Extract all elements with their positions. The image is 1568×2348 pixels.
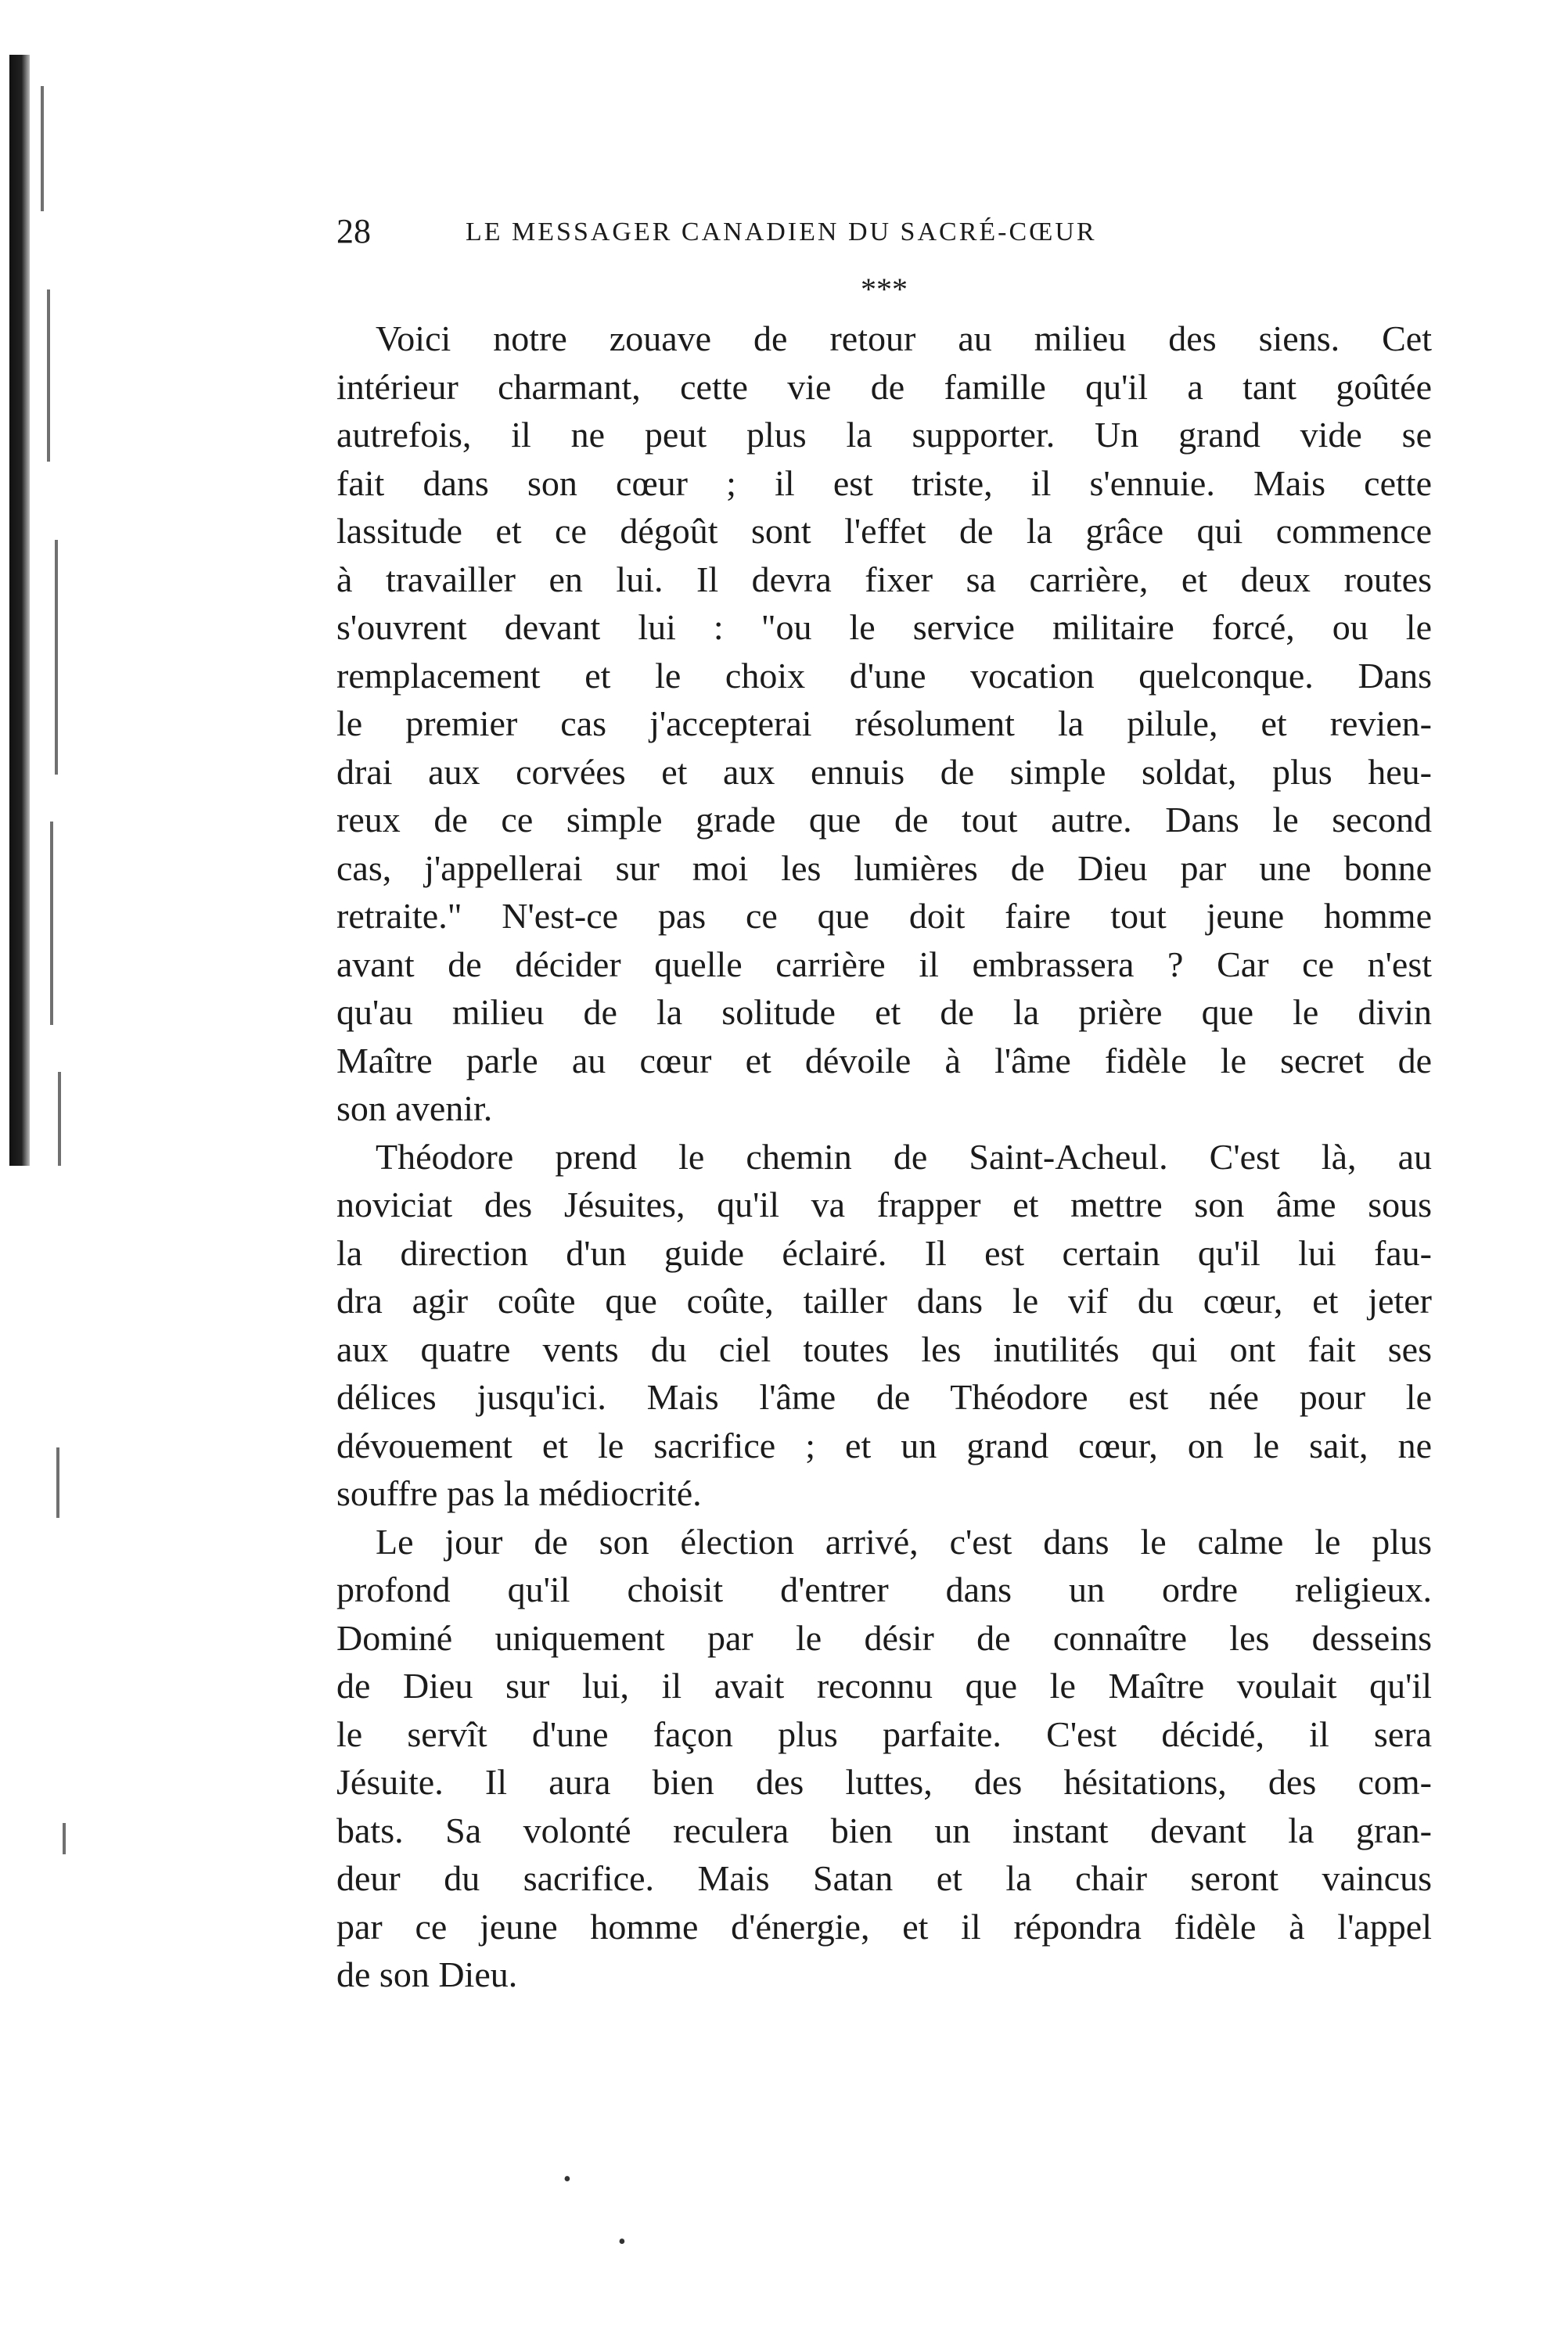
text-line: remplacement et le choix d'une vocation quelconque. Dans [336, 655, 1432, 696]
text-line: s'ouvrent devant lui : "ou le service militaire forcé, ou le [336, 607, 1432, 647]
paragraph [336, 315, 1432, 1133]
body-text [336, 315, 1432, 1999]
text-line: de Dieu sur lui, il avait reconnu que le Maître voulait qu'il [336, 1666, 1432, 1706]
text-line: Voici notre zouave de retour au milieu des siens. Cet [376, 318, 1432, 358]
text-line: deur du sacrifice. Mais Satan et la chair seront vaincus [336, 1858, 1432, 1898]
text-line: qu'au milieu de la solitude et de la prière que le divin [336, 992, 1432, 1032]
text-line: de son Dieu. [336, 1954, 518, 1994]
text-line: reux de ce simple grade que de tout autre. Dans le second [336, 800, 1432, 840]
text-line: son avenir. [336, 1088, 493, 1128]
text-line: souffre pas la médiocrité. [336, 1473, 702, 1513]
text-line: profond qu'il choisit d'entrer dans un ordre religieux. [336, 1570, 1432, 1609]
scan-binding-edge [0, 55, 117, 2026]
text-line: la direction d'un guide éclairé. Il est certain qu'il lui fau- [336, 1232, 1432, 1273]
text-line: le premier cas j'accepterai résolument la pilule, et revien- [336, 703, 1432, 743]
running-header [336, 211, 1432, 266]
text-line: autrefois, il ne peut plus la supporter. Un grand vide se [336, 415, 1432, 455]
text-line: par ce jeune homme d'énergie, et il répondra fidèle à l'appel [336, 1906, 1432, 1947]
text-line: le servît d'une façon plus parfaite. C'est décidé, il sera [336, 1713, 1432, 1754]
paragraph [336, 1133, 1432, 1518]
text-line: avant de décider quelle carrière il embrassera ? Car ce n'est [336, 944, 1432, 984]
text-line: Dominé uniquement par le désir de connaître les desseins [336, 1617, 1432, 1658]
scan-speck [47, 289, 50, 462]
book-page [336, 211, 1432, 1999]
page-number: 28 [336, 212, 371, 250]
text-line: bats. Sa volonté reculera bien un instant devant la gran- [336, 1810, 1432, 1850]
text-line: intérieur charmant, cette vie de famille qu'il a tant goûtée [336, 366, 1432, 407]
scan-speck [58, 1072, 61, 1166]
text-line: cas, j'appellerai sur moi les lumières de Dieu par une bonne [336, 847, 1432, 888]
scan-speck [41, 86, 44, 211]
text-line: Maître parle au cœur et dévoile à l'âme fidèle le secret de [336, 1040, 1432, 1081]
text-line: retraite." N'est-ce pas ce que doit faire tout jeune homme [336, 896, 1432, 936]
text-line: délices jusqu'ici. Mais l'âme de Théodore est née pour le [336, 1377, 1432, 1417]
scan-speck [50, 822, 53, 1025]
text-line: aux quatre vents du ciel toutes les inutilités qui ont fait ses [336, 1329, 1432, 1369]
running-title: LE MESSAGER CANADIEN DU SACRÉ-CŒUR [466, 218, 1097, 246]
scan-speck [55, 540, 58, 775]
paragraph [336, 1518, 1432, 1999]
scan-dot: • [618, 2230, 626, 2254]
scan-dot: • [563, 2167, 571, 2192]
binding-shadow [9, 55, 30, 1166]
text-line: à travailler en lui. Il devra fixer sa carrière, et deux routes [336, 559, 1432, 599]
text-line: noviciat des Jésuites, qu'il va frapper et mettre son âme sous [336, 1185, 1432, 1224]
scan-speck [63, 1823, 66, 1854]
text-line: Le jour de son élection arrivé, c'est dans le calme le plus [376, 1521, 1432, 1562]
scan-speck [56, 1447, 59, 1518]
text-line: Théodore prend le chemin de Saint-Acheul. C'est là, au [376, 1136, 1432, 1177]
text-line: drai aux corvées et aux ennuis de simple soldat, plus heu- [336, 751, 1432, 792]
text-line: fait dans son cœur ; il est triste, il s'ennuie. Mais cette [336, 462, 1432, 503]
text-line: dra agir coûte que coûte, tailler dans le vif du cœur, et jeter [336, 1281, 1432, 1321]
text-line: Jésuite. Il aura bien des luttes, des hésitations, des com- [336, 1762, 1432, 1802]
text-line: lassitude et ce dégoût sont l'effet de la grâce qui commence [336, 511, 1432, 551]
section-break-asterism: *** [861, 271, 908, 307]
text-line: dévouement et le sacrifice ; et un grand cœur, on le sait, ne [336, 1425, 1432, 1465]
